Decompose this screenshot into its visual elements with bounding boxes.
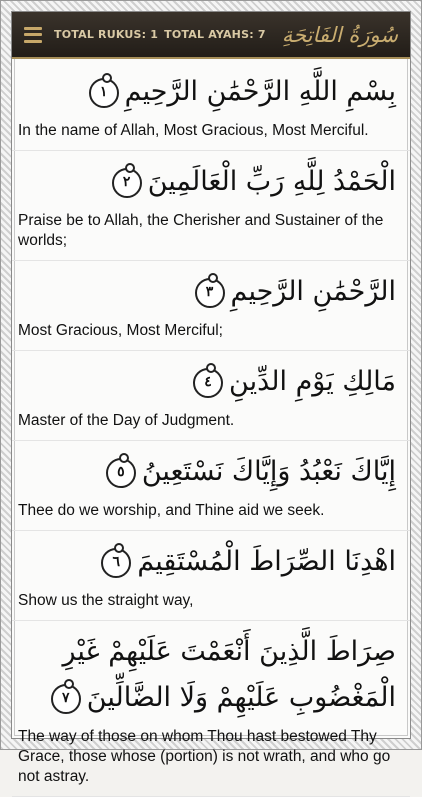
header-bar	[12, 12, 410, 59]
ayah-number-icon: ٥	[106, 458, 136, 488]
translation-text: The way of those on whom Thou hast bestowed Thy Grace, those whose (portion) is not wrath, and who go not astray.	[18, 728, 391, 785]
arabic-verse: الْحَمْدُ لِلَّهِ رَبِّ الْعَالَمِينَ	[147, 166, 396, 197]
arabic-verse: الرَّحْمَٰنِ الرَّحِيمِ	[230, 276, 396, 307]
arabic-text	[12, 61, 410, 115]
surah-name-calligraphy: سُورَةُ الفَاتِحَةِ	[281, 22, 398, 47]
total-ayahs-label: TOTAL AYAHS: 7	[164, 28, 266, 41]
ayah-number-icon: ١	[89, 78, 119, 108]
translation-text: Most Gracious, Most Merciful;	[18, 322, 223, 339]
verse-item[interactable]	[12, 351, 410, 441]
translation-text: Master of the Day of Judgment.	[18, 412, 235, 429]
verse-item[interactable]	[12, 61, 410, 151]
ayah-number-icon: ٤	[193, 368, 223, 398]
ayah-number-icon: ٧	[51, 684, 81, 714]
arabic-text	[12, 151, 410, 205]
app-screen	[11, 11, 411, 785]
verse-list[interactable]	[12, 61, 410, 785]
ayah-number-icon: ٣	[195, 278, 225, 308]
arabic-text	[12, 621, 410, 721]
verse-item[interactable]	[12, 261, 410, 351]
verse-item[interactable]	[12, 151, 410, 261]
translation-text: Thee do we worship, and Thine aid we seek.	[18, 502, 325, 519]
ayah-number-icon: ٢	[112, 168, 142, 198]
translation-text: In the name of Allah, Most Gracious, Most Merciful.	[18, 122, 369, 139]
arabic-text	[12, 531, 410, 585]
ayah-number-icon: ٦	[101, 548, 131, 578]
translation-text: Praise be to Allah, the Cherisher and Sustainer of the worlds;	[18, 212, 384, 249]
arabic-verse: مَالِكِ يَوْمِ الدِّينِ	[229, 366, 396, 397]
verse-item[interactable]	[12, 621, 410, 797]
verse-item[interactable]	[12, 531, 410, 621]
arabic-verse: صِرَاطَ الَّذِينَ أَنْعَمْتَ عَلَيْهِمْ غَيْرِ الْمَغْضُوبِ عَلَيْهِمْ وَلَا الضَّالِّينَ	[62, 636, 396, 713]
arabic-verse: بِسْمِ اللَّهِ الرَّحْمَٰنِ الرَّحِيمِ	[124, 76, 396, 107]
hamburger-menu-icon[interactable]	[24, 27, 42, 43]
arabic-text	[12, 261, 410, 315]
arabic-verse: اهْدِنَا الصِّرَاطَ الْمُسْتَقِيمَ	[137, 546, 396, 577]
translation-text: Show us the straight way,	[18, 592, 194, 609]
verse-item[interactable]	[12, 441, 410, 531]
total-rukus-label: TOTAL RUKUS: 1	[54, 28, 159, 41]
arabic-text	[12, 441, 410, 495]
surah-stats	[54, 28, 266, 41]
arabic-text	[12, 351, 410, 405]
arabic-verse: إِيَّاكَ نَعْبُدُ وَإِيَّاكَ نَسْتَعِينُ	[141, 456, 396, 487]
